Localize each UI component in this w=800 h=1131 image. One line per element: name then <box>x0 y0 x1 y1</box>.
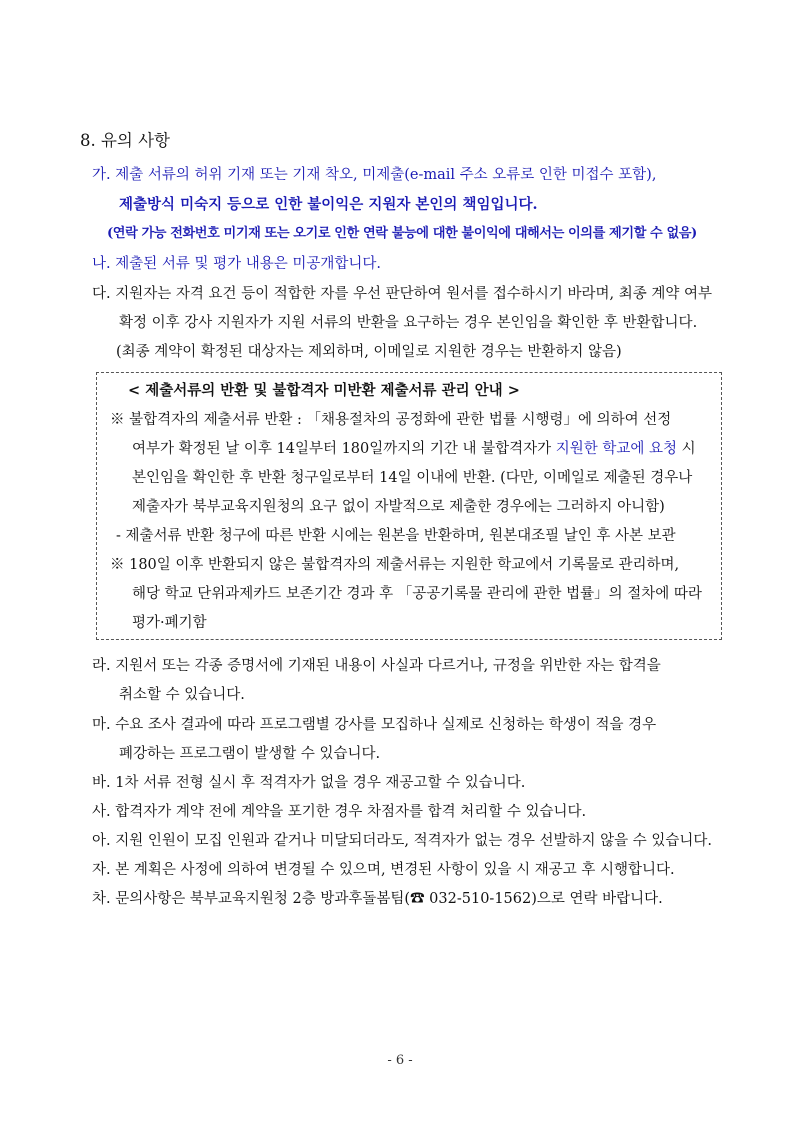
notice-item3-line3: 평가·폐기함 <box>132 615 207 631</box>
notice-item1-line2c: 시 <box>677 441 696 457</box>
notice-item1-line2a: 여부가 확정된 날 이후 14일부터 180일까지의 기간 내 불합격자가 <box>132 441 556 457</box>
notice-item1-line4: 제출자가 북부교육지원청의 요구 없이 자발적으로 제출한 경우에는 그러하지 아니함) <box>132 499 665 515</box>
notice-item3-line2: 해당 학교 단위과제카드 보존기간 경과 후 「공공기록물 관리에 관한 법률」의 절차에 따라 <box>132 586 702 602</box>
notice-item2: - 제출서류 반환 청구에 따른 반환 시에는 원본을 반환하며, 원본대조필 날인 후 사본 보관 <box>116 528 676 544</box>
item-ma-line2: 폐강하는 프로그램이 발생할 수 있습니다. <box>119 746 381 762</box>
notice-item1-line1: ※ 불합격자의 제출서류 반환 : 「채용절차의 공정화에 관한 법률 시행령」에 의하여 선정 <box>110 412 672 428</box>
page-number: - 6 - <box>387 1053 413 1068</box>
item-ga-line1: 가. 제출 서류의 허위 기재 또는 기재 착오, 미제출(e-mail 주소 오류로 인한 미접수 포함), <box>92 167 657 183</box>
notice-item3-line1: ※ 180일 이후 반환되지 않은 불합격자의 제출서류는 지원한 학교에서 기록물로 관리하며, <box>110 557 680 573</box>
notice-item1-highlight: 지원한 학교에 요청 <box>555 441 678 457</box>
item-ga-line2: 제출방식 미숙지 등으로 인한 불이익은 지원자 본인의 책임입니다. <box>119 196 538 213</box>
item-a: 아. 지원 인원이 모집 인원과 같거나 미달되더라도, 적격자가 없는 경우 선발하지 않을 수 있습니다. <box>92 833 713 849</box>
item-sa: 사. 합격자가 계약 전에 계약을 포기한 경우 차점자를 합격 처리할 수 있습니다. <box>92 804 587 820</box>
item-ba: 바. 1차 서류 전형 실시 후 적격자가 없을 경우 재공고할 수 있습니다. <box>92 775 526 791</box>
notice-item1-line2 <box>132 439 696 459</box>
item-ra-line2: 취소할 수 있습니다. <box>119 687 245 703</box>
item-ma-line1: 마. 수요 조사 결과에 따라 프로그램별 강사를 모집하나 실제로 신청하는 학생이 적을 경우 <box>92 717 657 733</box>
item-ja: 자. 본 계획은 사정에 의하여 변경될 수 있으며, 변경된 사항이 있을 시 재공고 후 시행합니다. <box>92 862 675 878</box>
item-ga-note: (연락 가능 전화번호 미기재 또는 오기로 인한 연락 불능에 대한 불이익에 대해서는 이의를 제기할 수 없음) <box>107 226 697 241</box>
item-da-line2: 확정 이후 강사 지원자가 지원 서류의 반환을 요구하는 경우 본인임을 확인한 후 반환합니다. <box>119 315 698 331</box>
section-heading: 8. 유의 사항 <box>80 131 170 150</box>
notice-item1-line3: 본인임을 확인한 후 반환 청구일로부터 14일 이내에 반환. (다만, 이메일로 제출된 경우나 <box>132 470 693 486</box>
item-na-text: 나. 제출된 서류 및 평가 내용은 미공개합니다. <box>92 256 381 272</box>
item-ra-line1: 라. 지원서 또는 각종 증명서에 기재된 내용이 사실과 다르거나, 규정을 위반한 자는 합격을 <box>92 658 661 674</box>
item-da-line1: 다. 지원자는 자격 요건 등이 적합한 자를 우선 판단하여 원서를 접수하시기 바라며, 최종 계약 여부 <box>92 286 713 302</box>
notice-box-title: < 제출서류의 반환 및 불합격자 미반환 제출서류 관리 안내 > <box>128 382 520 399</box>
item-cha: 차. 문의사항은 북부교육지원청 2층 방과후돌봄팀(☎ 032-510-1562)으로 연락 바랍니다. <box>92 891 663 907</box>
item-na <box>92 254 381 274</box>
item-da-line3: (최종 계약이 확정된 대상자는 제외하며, 이메일로 지원한 경우는 반환하지 않음) <box>116 344 622 360</box>
